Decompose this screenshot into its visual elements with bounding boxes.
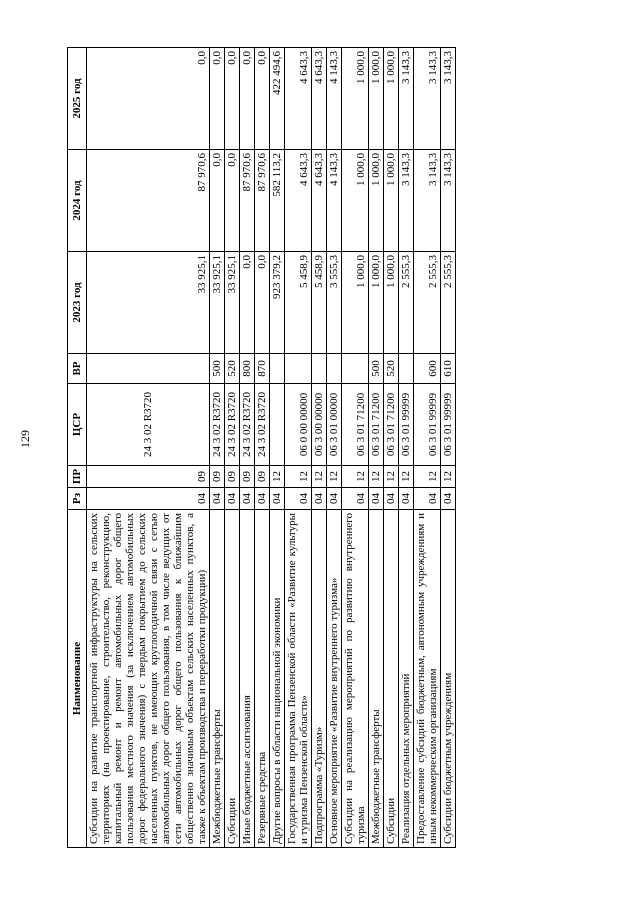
row-2024: 4 143,3 [327,150,342,252]
row-pr: 12 [384,466,399,488]
table-row [240,48,255,848]
row-name: Субсидии на развитие транспортной инфраструктуры на сельских территориях (на проектирование, строительство, реконструкцию, капитальный ремонт и ремонт автомобильных дорог общего пользования местного значения (за исключением автомобильных дорог федерального значения) с твердым покрытием до сельских населенных пунктов, не имеющих круглогодичной связи с сетью автомобильных дорог общего пользования, в том числе ведущих от сети автомобильных дорог общего пользования к ближайшим общественно значимым объектам сельских населенных пунктов, а также к объектам производства и переработки продукции) [87,510,210,848]
row-vr: 870 [255,354,270,384]
row-2024: 1 000,0 [384,150,399,252]
row-2025: 422 494,6 [270,48,285,150]
row-2025: 3 143,3 [441,48,456,150]
row-2024: 4 643,3 [285,150,312,252]
row-pr: 09 [240,466,255,488]
row-2024: 87 970,6 [87,150,210,252]
row-2024: 3 143,3 [399,150,414,252]
row-rz: 04 [441,488,456,510]
table-row [384,48,399,848]
row-pr: 12 [312,466,327,488]
row-2023: 2 555,3 [441,252,456,354]
rotated-page [67,48,456,848]
row-rz: 04 [399,488,414,510]
row-2025: 1 000,0 [369,48,384,150]
header-vr: ВР [68,354,87,384]
row-rz: 04 [342,488,369,510]
row-pr: 12 [327,466,342,488]
row-rz: 04 [285,488,312,510]
header-csr: ЦСР [68,384,87,466]
row-2023: 2 555,3 [399,252,414,354]
row-csr: 06 3 00 00000 [312,384,327,466]
row-name: Реализация отдельных мероприятий [399,510,414,848]
row-2023: 923 379,2 [270,252,285,354]
row-2024: 87 970,6 [255,150,270,252]
row-2023: 3 555,3 [327,252,342,354]
row-2025: 0,0 [210,48,225,150]
row-pr: 12 [285,466,312,488]
row-name: Субсидии [384,510,399,848]
row-2023: 0,0 [240,252,255,354]
row-vr: 520 [225,354,240,384]
row-2025: 4 143,3 [327,48,342,150]
row-name: Иные бюджетные ассигнования [240,510,255,848]
row-name: Государственная программа Пензенской области «Развитие культуры и туризма Пензенской области» [285,510,312,848]
row-2025: 0,0 [255,48,270,150]
table-row [327,48,342,848]
header-2024: 2024 год [68,150,87,252]
table-row [342,48,369,848]
row-2024: 4 643,3 [312,150,327,252]
row-2023: 1 000,0 [384,252,399,354]
row-vr [327,354,342,384]
row-2023: 5 458,9 [312,252,327,354]
row-csr: 06 3 01 00000 [327,384,342,466]
header-rz: Рз [68,488,87,510]
row-2025: 1 000,0 [384,48,399,150]
row-vr: 500 [369,354,384,384]
row-2025: 4 643,3 [285,48,312,150]
row-2024: 1 000,0 [342,150,369,252]
row-vr [312,354,327,384]
row-name: Подпрограмма «Туризм» [312,510,327,848]
row-csr: 06 3 01 99999 [441,384,456,466]
row-csr: 24 3 02 R3720 [87,384,210,466]
table-row [369,48,384,848]
table-row [225,48,240,848]
row-pr: 12 [342,466,369,488]
table-row [414,48,441,848]
row-vr: 600 [414,354,441,384]
row-2025: 4 643,3 [312,48,327,150]
row-2024: 3 143,3 [441,150,456,252]
row-vr: 500 [210,354,225,384]
row-2023: 1 000,0 [369,252,384,354]
row-csr: 06 3 01 99999 [399,384,414,466]
row-2024: 3 143,3 [414,150,441,252]
row-rz: 04 [210,488,225,510]
row-rz: 04 [225,488,240,510]
row-csr: 24 3 02 R3720 [225,384,240,466]
page-number: 129 [18,430,32,448]
budget-table [67,47,456,848]
row-2023: 33 925,1 [210,252,225,354]
row-name: Другие вопросы в области национальной экономики [270,510,285,848]
row-pr: 09 [225,466,240,488]
row-2025: 1 000,0 [342,48,369,150]
row-2025: 0,0 [87,48,210,150]
row-pr: 12 [414,466,441,488]
row-name: Межбюджетные трансферты [369,510,384,848]
header-pr: ПР [68,466,87,488]
row-vr [87,354,210,384]
row-pr: 09 [87,466,210,488]
row-rz: 04 [369,488,384,510]
row-csr: 06 3 01 99999 [414,384,441,466]
row-vr: 800 [240,354,255,384]
row-vr: 520 [384,354,399,384]
row-csr [270,384,285,466]
row-pr: 09 [210,466,225,488]
row-vr [285,354,312,384]
row-csr: 06 3 01 71200 [342,384,369,466]
row-2024: 1 000,0 [369,150,384,252]
row-2024: 0,0 [210,150,225,252]
table-row [312,48,327,848]
row-name: Предоставление субсидий бюджетным, автономным учреждениям и иным некоммерческим организациям [414,510,441,848]
row-2024: 0,0 [225,150,240,252]
table-row [399,48,414,848]
row-2023: 2 555,3 [414,252,441,354]
row-rz: 04 [327,488,342,510]
row-rz: 04 [255,488,270,510]
table-row [441,48,456,848]
row-2024: 582 113,2 [270,150,285,252]
row-2025: 3 143,3 [414,48,441,150]
row-2023: 33 925,1 [225,252,240,354]
row-name: Межбюджетные трансферты [210,510,225,848]
row-csr: 24 3 02 R3720 [240,384,255,466]
row-rz: 04 [414,488,441,510]
row-2023: 0,0 [255,252,270,354]
table-row [270,48,285,848]
row-name: Основное мероприятие «Развитие внутреннего туризма» [327,510,342,848]
row-rz: 04 [270,488,285,510]
table-row [87,48,210,848]
row-csr: 06 3 01 71200 [384,384,399,466]
header-2023: 2023 год [68,252,87,354]
row-pr: 12 [369,466,384,488]
row-csr: 24 3 02 R3720 [255,384,270,466]
row-vr [399,354,414,384]
row-name: Субсидии бюджетным учреждениям [441,510,456,848]
row-pr: 12 [399,466,414,488]
row-2025: 3 143,3 [399,48,414,150]
header-name: Наименование [68,510,87,848]
row-2023: 33 925,1 [87,252,210,354]
table-header-row [68,48,87,848]
row-2025: 0,0 [225,48,240,150]
row-csr: 24 3 02 R3720 [210,384,225,466]
row-2023: 1 000,0 [342,252,369,354]
row-vr [342,354,369,384]
row-rz: 04 [312,488,327,510]
row-vr [270,354,285,384]
row-pr: 12 [270,466,285,488]
row-name: Субсидии [225,510,240,848]
row-rz: 04 [87,488,210,510]
row-rz: 04 [240,488,255,510]
row-vr: 610 [441,354,456,384]
table-row [210,48,225,848]
row-2023: 5 458,9 [285,252,312,354]
row-pr: 09 [255,466,270,488]
row-rz: 04 [384,488,399,510]
row-pr: 12 [441,466,456,488]
table-row [255,48,270,848]
row-name: Субсидии на реализацию мероприятий по развитию внутреннего туризма [342,510,369,848]
row-name: Резервные средства [255,510,270,848]
row-csr: 06 3 01 71200 [369,384,384,466]
row-csr: 06 0 00 00000 [285,384,312,466]
table-row [285,48,312,848]
row-2024: 87 970,6 [240,150,255,252]
row-2025: 0,0 [240,48,255,150]
header-2025: 2025 год [68,48,87,150]
